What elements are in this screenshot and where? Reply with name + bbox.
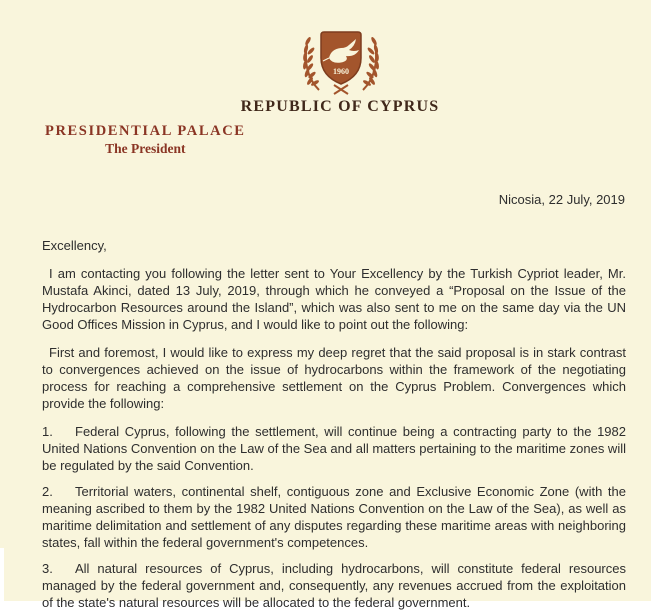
crossed-stems: [334, 85, 348, 94]
item-number: 2.: [42, 484, 53, 499]
item-text: Territorial waters, continental shelf, contiguous zone and Exclusive Economic Zone (with the meaning ascribed to them by the 1982 United Nations Convention on the Law of the Sea), as well as maritime delimitation and settlement of any disputes regarding these maritime areas with neighboring states, fall within the federal government's competences.: [42, 484, 626, 550]
president-subtitle: The President: [105, 141, 186, 156]
cyprus-coat-of-arms-icon: [296, 27, 386, 99]
numbered-item: [42, 423, 626, 474]
olive-branch-left: [302, 36, 319, 90]
numbered-item: [42, 560, 626, 610]
dateline: Nicosia, 22 July, 2019: [498, 192, 625, 207]
item-number: 1.: [42, 424, 53, 439]
olive-branch-right: [362, 36, 379, 90]
numbered-item: [42, 483, 626, 551]
paragraph: First and foremost, I would like to express my deep regret that the said proposal is in stark contrast to convergences achieved on the issue of hydrocarbons within the framework of the negotiating process for reaching a comprehensive settlement on the Cyprus Problem. Convergences which provide the following:: [42, 345, 626, 411]
item-number: 3.: [42, 561, 53, 576]
palace-title: PRESIDENTIAL PALACE: [45, 123, 246, 139]
sender-block: [45, 123, 246, 157]
emblem-year: 1960: [333, 67, 349, 76]
item-text: All natural resources of Cyprus, including hydrocarbons, will constitute federal resources managed by the federal government and, consequently, any revenues accrued from the exploitation of the state's natural resources will be allocated to the federal government.: [42, 561, 626, 610]
republic-title: REPUBLIC OF CYPRUS: [240, 98, 440, 115]
letter-body: [42, 237, 626, 610]
salutation: Excellency,: [42, 238, 107, 253]
item-text: Federal Cyprus, following the settlement, will continue being a contracting party to the 1982 United Nations Convention on the Law of the Sea and all matters pertaining to the maritime zones will be regulated by the said Convention.: [42, 424, 626, 473]
scan-edge: [0, 548, 4, 610]
paragraph: I am contacting you following the letter sent to Your Excellency by the Turkish Cypriot leader, Mr. Mustafa Akinci, dated 13 July, 2019, through which he conveyed a “Proposal on the Issue of the Hydrocarbon Resources around the Island”, which was also sent to me on the same day via the UN Good Offices Mission in Cyprus, and I would like to point out the following:: [42, 266, 626, 332]
